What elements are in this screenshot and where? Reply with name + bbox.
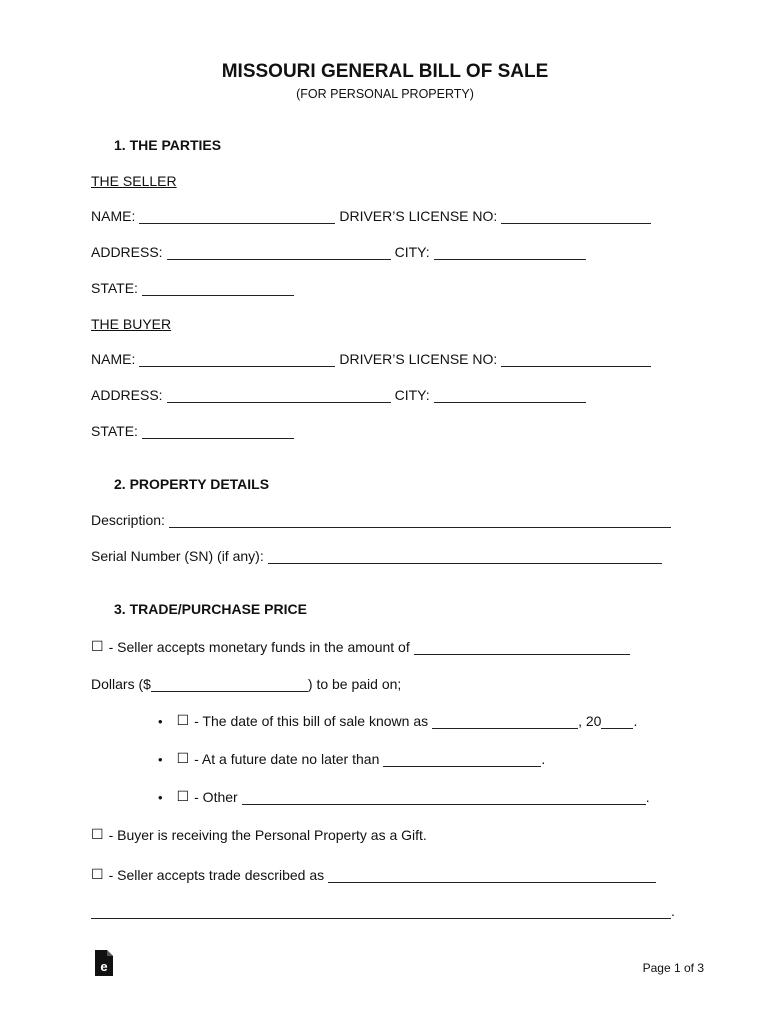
page-number: Page 1 of 3 — [642, 961, 704, 975]
buyer-city-field[interactable] — [434, 388, 586, 403]
buyer-name-row — [91, 351, 655, 367]
section-property-heading: 2. PROPERTY DETAILS — [114, 476, 270, 492]
option-future-checkbox[interactable]: ☐ — [176, 750, 190, 766]
seller-name-label: NAME: — [91, 208, 136, 224]
monetary-checkbox[interactable]: ☐ — [91, 638, 104, 654]
eforms-logo-icon — [93, 949, 115, 977]
seller-city-field[interactable] — [434, 245, 586, 260]
trade-field[interactable] — [328, 868, 656, 883]
buyer-address-field[interactable] — [167, 388, 391, 403]
description-field[interactable] — [169, 513, 671, 528]
trade-continuation-row — [91, 903, 675, 919]
description-row — [91, 512, 675, 528]
option-other-checkbox[interactable]: ☐ — [176, 788, 190, 804]
buyer-license-label: DRIVER’S LICENSE NO: — [339, 351, 498, 367]
document-title: MISSOURI GENERAL BILL OF SALE — [221, 61, 549, 82]
seller-address-field[interactable] — [167, 245, 391, 260]
serial-field[interactable] — [268, 549, 662, 564]
option-future-period: . — [541, 751, 546, 767]
trade-continuation-field[interactable] — [91, 904, 671, 919]
bullet-icon: • — [158, 714, 163, 729]
dollars-field[interactable] — [151, 677, 308, 692]
gift-row — [91, 826, 427, 843]
serial-label: Serial Number (SN) (if any): — [91, 548, 264, 564]
option-future-label: - At a future date no later than — [194, 751, 380, 767]
buyer-address-label: ADDRESS: — [91, 387, 163, 403]
buyer-subheading: THE BUYER — [91, 316, 172, 332]
option-other-label: - Other — [194, 789, 238, 805]
trade-label: - Seller accepts trade described as — [108, 867, 325, 883]
seller-subheading: THE SELLER — [91, 173, 177, 189]
seller-name-field[interactable] — [139, 209, 335, 224]
buyer-name-label: NAME: — [91, 351, 136, 367]
dollars-suffix: ) to be paid on; — [307, 676, 402, 692]
buyer-state-row — [91, 423, 298, 439]
section-price-heading: 3. TRADE/PURCHASE PRICE — [114, 601, 307, 617]
buyer-state-label: STATE: — [91, 423, 138, 439]
trade-continuation-period: . — [671, 903, 675, 919]
option-date-period: . — [633, 713, 638, 729]
option-date-label: - The date of this bill of sale known as — [194, 713, 429, 729]
seller-address-row — [91, 244, 590, 260]
seller-state-field[interactable] — [142, 281, 294, 296]
gift-label: - Buyer is receiving the Personal Property as a Gift. — [108, 827, 427, 843]
buyer-state-field[interactable] — [142, 424, 294, 439]
seller-license-label: DRIVER’S LICENSE NO: — [339, 208, 498, 224]
option-other-period: . — [645, 789, 650, 805]
seller-state-label: STATE: — [91, 280, 138, 296]
option-date-year-label: , 20 — [578, 713, 602, 729]
buyer-license-field[interactable] — [501, 352, 651, 367]
seller-address-label: ADDRESS: — [91, 244, 163, 260]
option-date-field[interactable] — [432, 714, 578, 729]
gift-checkbox[interactable]: ☐ — [91, 826, 104, 842]
trade-checkbox[interactable]: ☐ — [91, 866, 104, 882]
option-other-row — [158, 788, 650, 805]
option-future-row — [158, 750, 545, 767]
buyer-address-row — [91, 387, 590, 403]
option-future-field[interactable] — [383, 752, 541, 767]
dollars-row — [91, 676, 401, 692]
document-subtitle: (FOR PERSONAL PROPERTY) — [296, 87, 474, 101]
seller-name-row — [91, 208, 655, 224]
option-date-year-field[interactable] — [601, 714, 633, 729]
bullet-icon: • — [158, 752, 163, 767]
seller-license-field[interactable] — [501, 209, 651, 224]
monetary-amount-field[interactable] — [414, 640, 630, 655]
seller-state-row — [91, 280, 298, 296]
buyer-name-field[interactable] — [139, 352, 335, 367]
option-date-row — [158, 712, 637, 729]
trade-row — [91, 866, 660, 883]
bullet-icon: • — [158, 790, 163, 805]
section-parties-heading: 1. THE PARTIES — [114, 137, 222, 153]
serial-row — [91, 548, 666, 564]
dollars-prefix: Dollars ($ — [91, 676, 151, 692]
svg-text:e: e — [100, 959, 108, 974]
buyer-city-label: CITY: — [394, 387, 430, 403]
seller-city-label: CITY: — [394, 244, 430, 260]
monetary-label: - Seller accepts monetary funds in the amount of — [108, 639, 410, 655]
option-other-field[interactable] — [242, 790, 646, 805]
option-date-checkbox[interactable]: ☐ — [176, 712, 190, 728]
description-label: Description: — [91, 512, 165, 528]
monetary-row — [91, 638, 634, 655]
